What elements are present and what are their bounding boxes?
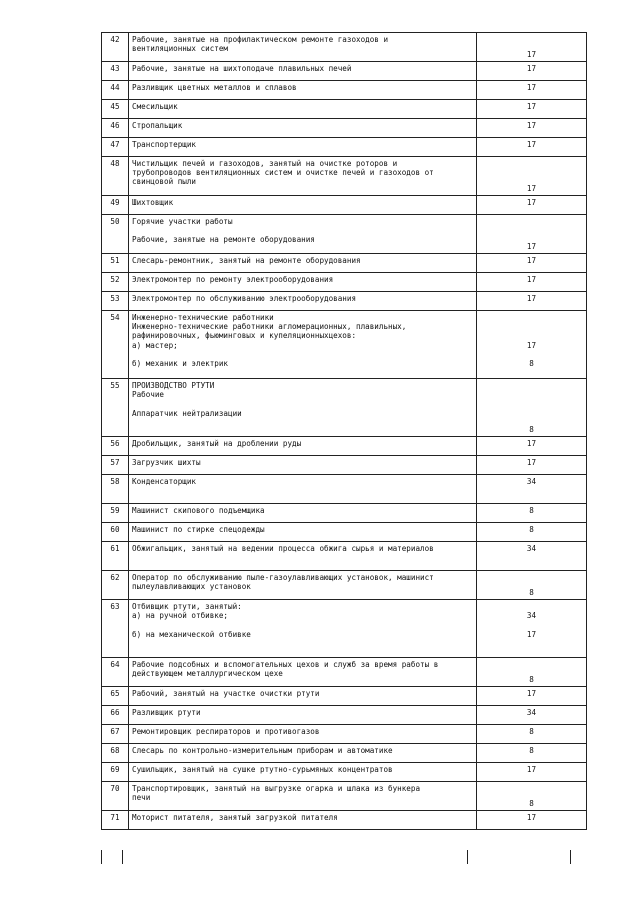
table-row	[102, 725, 587, 744]
row-number: 69	[102, 763, 129, 782]
table-row	[102, 744, 587, 763]
row-number: 67	[102, 725, 129, 744]
value-cell: 17	[477, 687, 587, 706]
occupation-name: Конденсаторщик	[129, 475, 477, 504]
value-cell: 8	[477, 782, 587, 811]
value-cell: 17	[477, 196, 587, 215]
row-number: 57	[102, 456, 129, 475]
document-page	[101, 32, 571, 830]
occupation-name: Разливщик ртути	[129, 706, 477, 725]
row-number: 46	[102, 119, 129, 138]
value-cell: 8	[477, 725, 587, 744]
table-row	[102, 687, 587, 706]
table-row	[102, 658, 587, 687]
value-cell: 17	[477, 254, 587, 273]
row-number: 45	[102, 100, 129, 119]
occupation-name: Электромонтер по обслуживанию электрооборудования	[129, 292, 477, 311]
continuation-line	[467, 850, 468, 864]
table-row	[102, 571, 587, 600]
occupation-name: Моторист питателя, занятый загрузкой питателя	[129, 811, 477, 830]
row-number: 43	[102, 62, 129, 81]
row-number: 55	[102, 379, 129, 437]
row-number: 44	[102, 81, 129, 100]
value-cell: 17	[477, 456, 587, 475]
table-row	[102, 475, 587, 504]
occupation-table	[101, 32, 587, 830]
row-number: 65	[102, 687, 129, 706]
row-number: 47	[102, 138, 129, 157]
value-cell: 17	[477, 811, 587, 830]
occupation-name: Стропальщик	[129, 119, 477, 138]
continuation-line	[122, 850, 123, 864]
row-number: 54	[102, 311, 129, 379]
value-cell: 17	[477, 763, 587, 782]
table-row	[102, 311, 587, 379]
row-number: 42	[102, 33, 129, 62]
value-cell: 17	[477, 62, 587, 81]
table-row	[102, 292, 587, 311]
row-number: 71	[102, 811, 129, 830]
occupation-name: Слесарь-ремонтник, занятый на ремонте оборудования	[129, 254, 477, 273]
row-number: 60	[102, 523, 129, 542]
value-cell: 8	[477, 744, 587, 763]
value-cell: 8	[477, 523, 587, 542]
table-row	[102, 523, 587, 542]
occupation-table-body	[102, 33, 587, 830]
table-row	[102, 763, 587, 782]
table-row	[102, 196, 587, 215]
value-cell: 17	[477, 157, 587, 196]
row-number: 61	[102, 542, 129, 571]
value-cell: 8	[477, 379, 587, 437]
value-cell: 34	[477, 542, 587, 571]
table-row	[102, 811, 587, 830]
value-cell: 17	[477, 138, 587, 157]
row-number: 49	[102, 196, 129, 215]
table-row	[102, 542, 587, 571]
table-continuation	[101, 850, 571, 864]
table-row	[102, 119, 587, 138]
value-cell: 8	[477, 504, 587, 523]
table-row	[102, 254, 587, 273]
value-cell: 34	[477, 475, 587, 504]
value-cell: 34 17	[477, 600, 587, 658]
occupation-name: Горячие участки работы Рабочие, занятые на ремонте оборудования	[129, 215, 477, 254]
occupation-name: Загрузчик шихты	[129, 456, 477, 475]
row-number: 66	[102, 706, 129, 725]
value-cell: 17	[477, 437, 587, 456]
table-row	[102, 456, 587, 475]
table-row	[102, 782, 587, 811]
value-cell: 17 8	[477, 311, 587, 379]
occupation-name: Сушильщик, занятый на сушке ртутно-сурьмяных концентратов	[129, 763, 477, 782]
value-cell: 8	[477, 658, 587, 687]
row-number: 63	[102, 600, 129, 658]
row-number: 52	[102, 273, 129, 292]
table-row	[102, 600, 587, 658]
row-number: 58	[102, 475, 129, 504]
occupation-name: Отбивщик ртути, занятый: а) на ручной отбивке; б) на механической отбивке	[129, 600, 477, 658]
table-row	[102, 157, 587, 196]
occupation-name: Рабочие, занятые на шихтоподаче плавильных печей	[129, 62, 477, 81]
continuation-line	[101, 850, 102, 864]
occupation-name: Разливщик цветных металлов и сплавов	[129, 81, 477, 100]
table-row	[102, 273, 587, 292]
occupation-name: Рабочий, занятый на участке очистки ртути	[129, 687, 477, 706]
occupation-name: Транспортерщик	[129, 138, 477, 157]
table-row	[102, 437, 587, 456]
value-cell: 17	[477, 119, 587, 138]
table-row	[102, 215, 587, 254]
occupation-name: Инженерно-технические работники Инженерно-технические работники агломерационных, плавильных, рафинировочных, фьюминговых и купеляционныхцехов: а) мастер; б) механик и электрик	[129, 311, 477, 379]
row-number: 59	[102, 504, 129, 523]
row-number: 50	[102, 215, 129, 254]
table-row	[102, 81, 587, 100]
table-row	[102, 100, 587, 119]
table-row	[102, 138, 587, 157]
value-cell: 17	[477, 292, 587, 311]
table-row	[102, 504, 587, 523]
occupation-name: Рабочие подсобных и вспомогательных цехов и служб за время работы в действующем металлургическом цехе	[129, 658, 477, 687]
occupation-name: Электромонтер по ремонту электрооборудования	[129, 273, 477, 292]
occupation-name: Смесильщик	[129, 100, 477, 119]
table-row	[102, 706, 587, 725]
occupation-name: ПРОИЗВОДСТВО РТУТИ Рабочие Аппаратчик нейтрализации	[129, 379, 477, 437]
occupation-name: Рабочие, занятые на профилактическом ремонте газоходов и вентиляционных систем	[129, 33, 477, 62]
row-number: 68	[102, 744, 129, 763]
table-row	[102, 62, 587, 81]
row-number: 51	[102, 254, 129, 273]
value-cell: 17	[477, 81, 587, 100]
occupation-name: Оператор по обслуживанию пыле-газоулавливающих установок, машинист пылеулавливающих установок	[129, 571, 477, 600]
table-row	[102, 379, 587, 437]
value-cell: 17	[477, 215, 587, 254]
value-cell: 8	[477, 571, 587, 600]
row-number: 48	[102, 157, 129, 196]
row-number: 64	[102, 658, 129, 687]
occupation-name: Транспортировщик, занятый на выгрузке огарка и шлака из бункера печи	[129, 782, 477, 811]
occupation-name: Дробильщик, занятый на дроблении руды	[129, 437, 477, 456]
value-cell: 17	[477, 273, 587, 292]
row-number: 56	[102, 437, 129, 456]
row-number: 53	[102, 292, 129, 311]
occupation-name: Шихтовщик	[129, 196, 477, 215]
occupation-name: Машинист скипового подъемщика	[129, 504, 477, 523]
row-number: 62	[102, 571, 129, 600]
row-number: 70	[102, 782, 129, 811]
value-cell: 17	[477, 100, 587, 119]
occupation-name: Ремонтировщик респираторов и противогазов	[129, 725, 477, 744]
continuation-line	[570, 850, 571, 864]
occupation-name: Машинист по стирке спецодежды	[129, 523, 477, 542]
value-cell: 34	[477, 706, 587, 725]
occupation-name: Обжигальщик, занятый на ведении процесса обжига сырья и материалов	[129, 542, 477, 571]
occupation-name: Слесарь по контрольно-измерительным приборам и автоматике	[129, 744, 477, 763]
occupation-name: Чистильщик печей и газоходов, занятый на очистке роторов и трубопроводов вентиляционных систем и очистке печей и газоходов от свинцовой пыли	[129, 157, 477, 196]
table-row	[102, 33, 587, 62]
value-cell: 17	[477, 33, 587, 62]
